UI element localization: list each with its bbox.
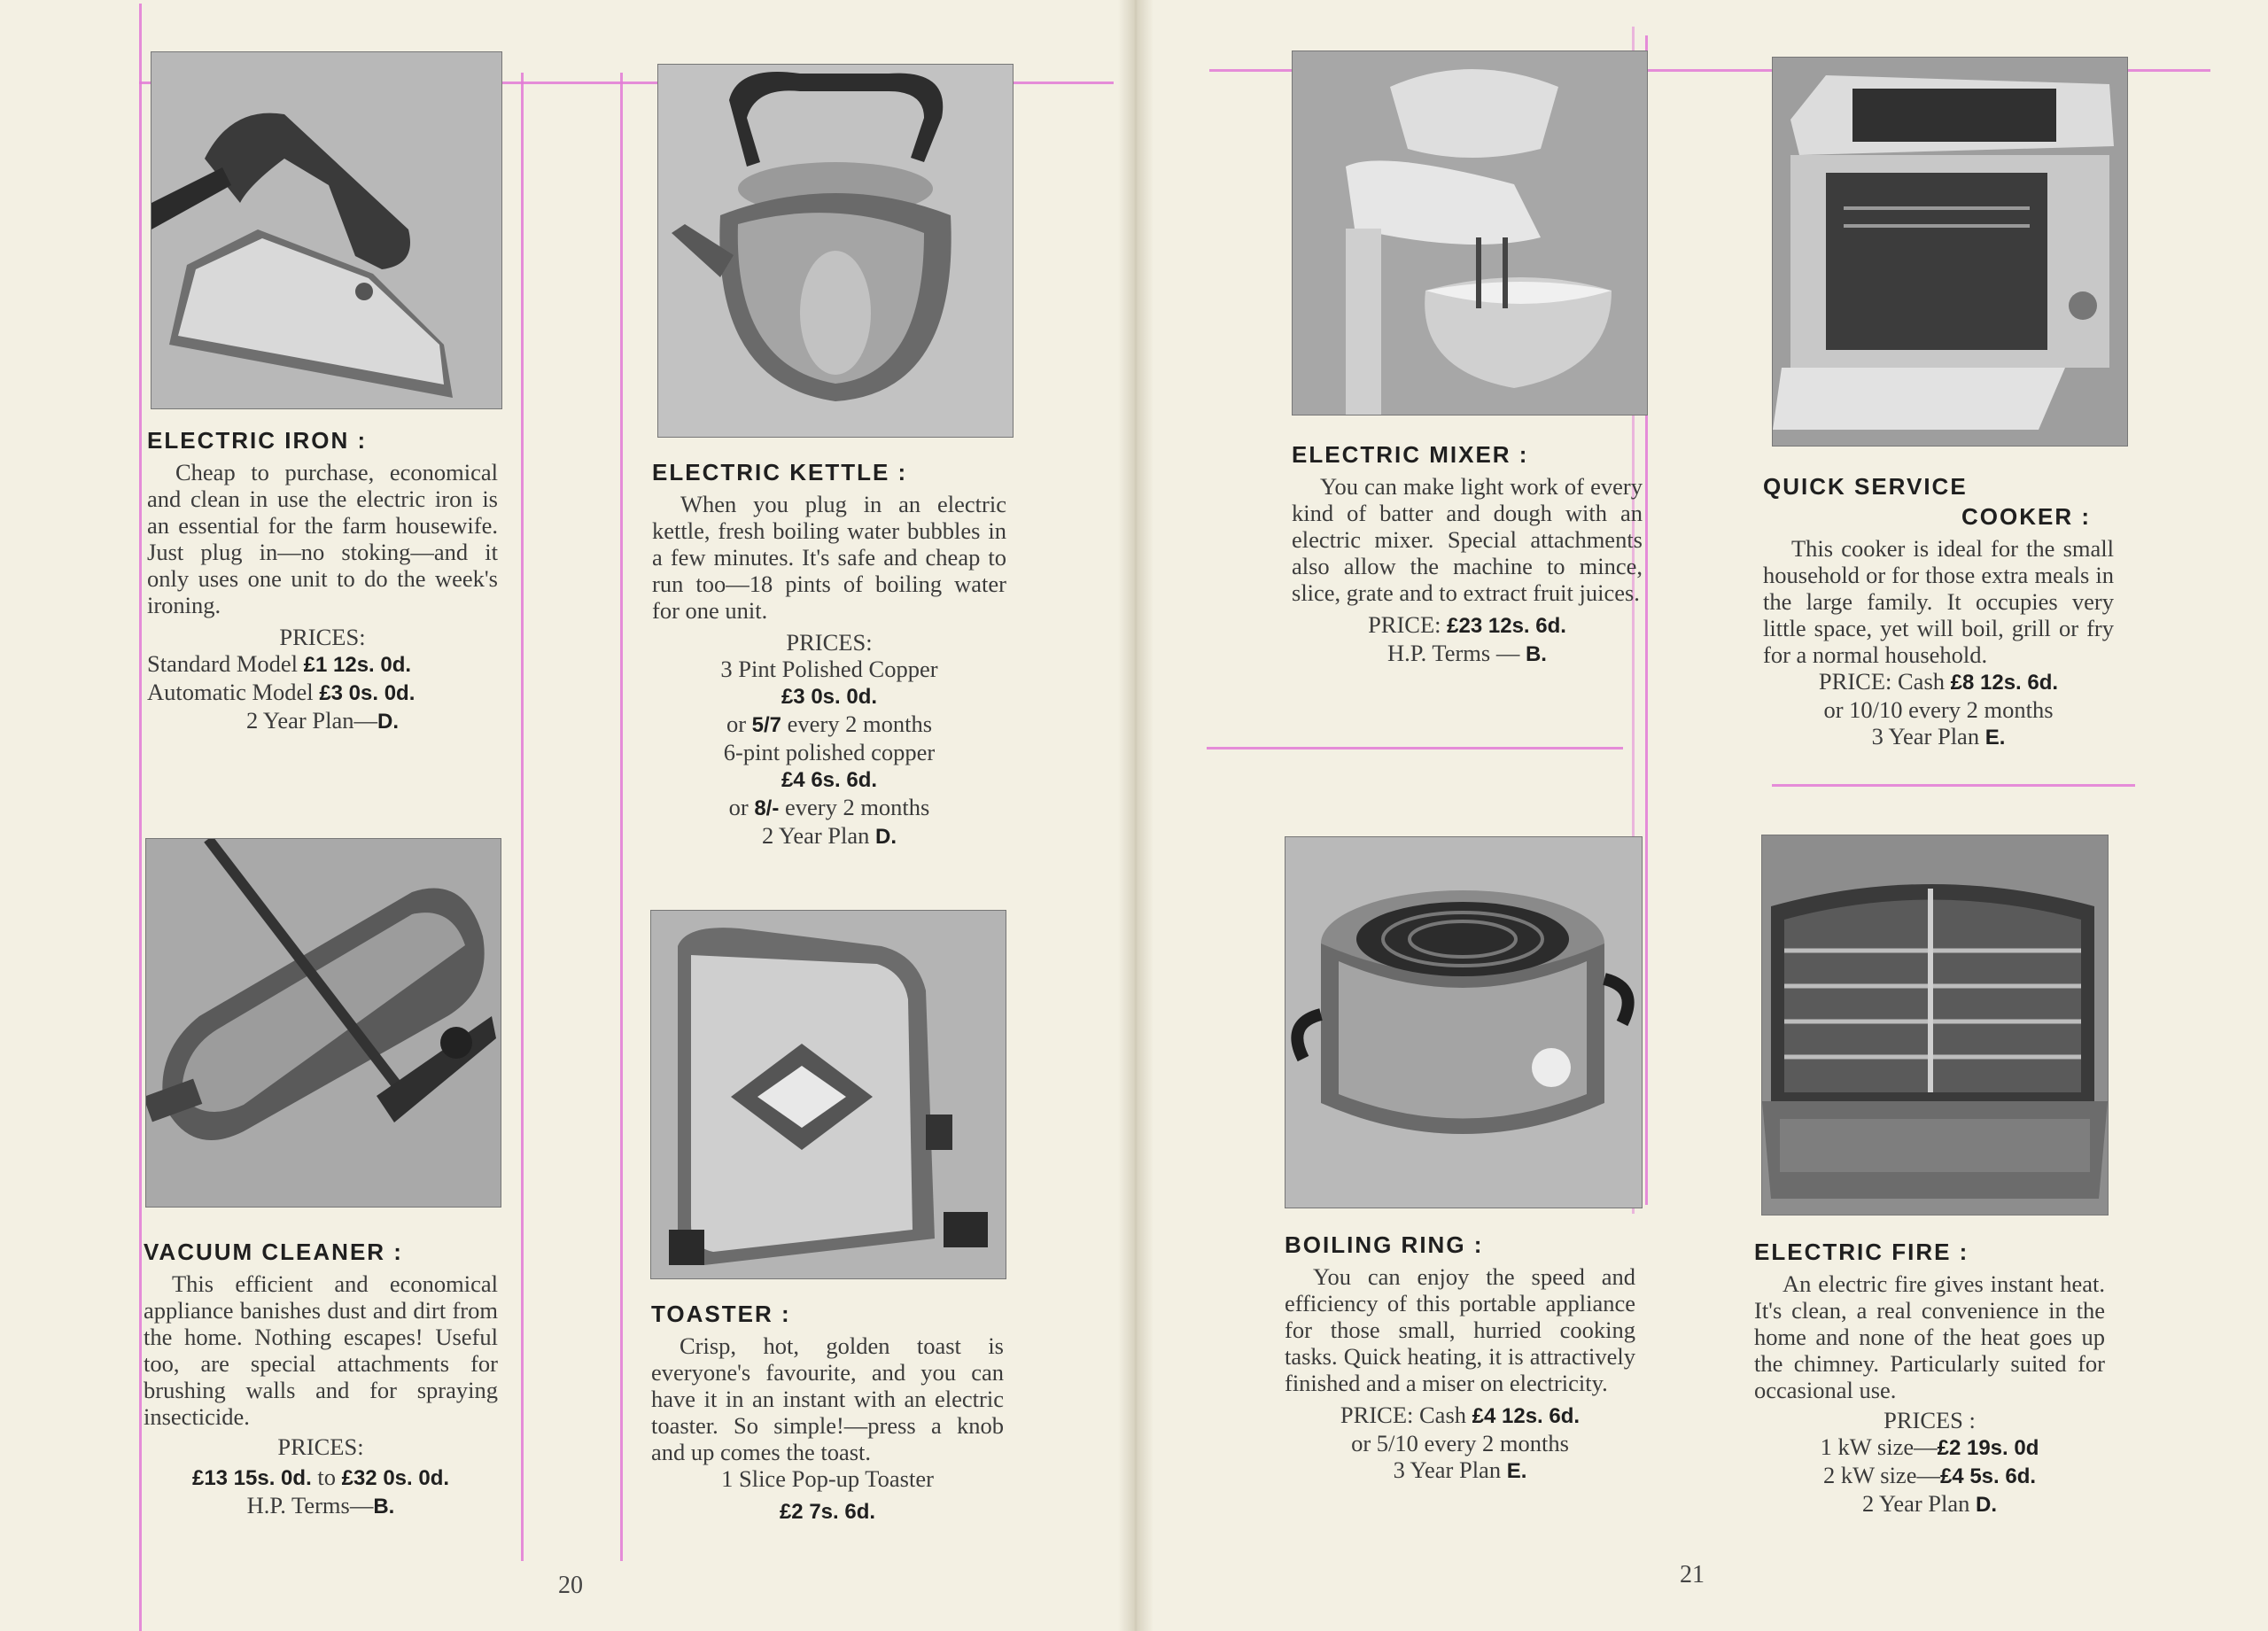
cooker-price: PRICE: Cash £8 12s. 6d. — [1818, 668, 2059, 695]
annotation-line — [1207, 747, 1623, 749]
mixer-title: ELECTRIC MIXER : — [1292, 441, 1529, 468]
vacuum-prices-label: PRICES: — [277, 1433, 364, 1460]
iron-price-line-3: 2 Year Plan—D. — [246, 707, 399, 734]
toaster-model: 1 Slice Pop-up Toaster — [721, 1465, 934, 1492]
kettle-price-line-5: 2 Year Plan D. — [761, 822, 897, 849]
kettle-price-line-1: 3 Pint Polished Copper — [720, 656, 938, 682]
mixer-description: You can make light work of every kind of batter and dough with an electric mixer. Special attachments also allow the machine to mince, slice, grate and to extract fruit juices. — [1292, 473, 1643, 606]
toaster-title: TOASTER : — [651, 1301, 791, 1327]
fire-title: ELECTRIC FIRE : — [1754, 1239, 1969, 1265]
cooker-description: This cooker is ideal for the small household or for those extra meals in the large family. It occupies very little space, yet will boil, grill or fry for a normal household. — [1763, 535, 2114, 668]
iron-description: Cheap to purchase, economical and clean in use the electric iron is an essential for the farm housewife. Just plug in—no stoking—and it only uses one unit to do the week's ironing. — [147, 459, 498, 618]
kettle-price-line-2: or 5/7 every 2 months — [726, 711, 933, 737]
page-number-right: 21 — [1680, 1561, 1705, 1588]
mixer-terms: H.P. Terms — B. — [1387, 640, 1547, 666]
annotation-line — [139, 4, 142, 1631]
kettle-price-line-3: 6-pint polished copper — [723, 739, 936, 765]
fire-description: An electric fire gives instant heat. It's clean, a real convenience in the home and none of the heat goes up the chimney. Particularly suited for occasional use. — [1754, 1270, 2105, 1403]
annotation-line — [521, 73, 524, 1561]
fire-price-line-3: 2 Year Plan D. — [1861, 1490, 1998, 1517]
cooker-title-line-2: COOKER : — [1961, 503, 2091, 530]
cooker-text — [1763, 473, 2114, 751]
annotation-line — [1772, 784, 2135, 787]
electric-mixer-photo — [1292, 50, 1648, 416]
mixer-price: PRICE: £23 12s. 6d. — [1368, 611, 1566, 638]
iron-prices-label: PRICES: — [279, 624, 366, 650]
iron-price-line-1: Standard Model £1 12s. 0d. — [147, 650, 412, 677]
book-gutter — [1118, 0, 1153, 1631]
fire-prices-label: PRICES : — [1884, 1407, 1976, 1433]
vacuum-text — [144, 1239, 498, 1520]
ring-price-line-3: 3 Year Plan E. — [1393, 1456, 1527, 1483]
boiling-ring-photo — [1285, 836, 1643, 1208]
cooker-price-line-3: 3 Year Plan E. — [1871, 723, 2006, 749]
electric-fire-photo — [1761, 835, 2109, 1215]
toaster-text — [651, 1301, 1004, 1526]
vacuum-terms: H.P. Terms—B. — [246, 1492, 395, 1518]
toaster-description: Crisp, hot, golden toast is everyone's favourite, and you can have it in an instant with an electric toaster. So simple!—press a knob and up comes the toast. — [651, 1332, 1004, 1465]
iron-title: ELECTRIC IRON : — [147, 427, 368, 454]
ring-price-line-2: or 5/10 every 2 months — [1351, 1430, 1569, 1456]
mixer-text — [1292, 441, 1643, 668]
iron-text — [147, 427, 498, 735]
vacuum-title: VACUUM CLEANER : — [144, 1239, 403, 1265]
fire-price-line-2: 2 kW size—£4 5s. 6d. — [1822, 1462, 2037, 1488]
cooker-title-line-1: QUICK SERVICE — [1763, 473, 1968, 500]
page-number-left: 20 — [558, 1572, 583, 1599]
vacuum-cleaner-photo — [145, 838, 501, 1208]
ring-description: You can enjoy the speed and efficiency of this portable appliance for those small, hurried cooking tasks. Quick heating, it is attractively finished and a miser on electricity. — [1285, 1263, 1635, 1396]
kettle-price-line-4: or 8/- every 2 months — [728, 794, 930, 820]
ring-text — [1285, 1231, 1635, 1485]
ring-price: PRICE: Cash £4 12s. 6d. — [1340, 1402, 1581, 1428]
kettle-text — [652, 459, 1006, 850]
toaster-price: £2 7s. 6d. — [779, 1500, 876, 1524]
vacuum-description: This efficient and economical appliance banishes dust and dirt from the home. Nothing escapes! Useful too, are special attachments for brushing walls and for spraying insecticide. — [144, 1270, 498, 1430]
iron-price-line-2: Automatic Model £3 0s. 0d. — [147, 679, 416, 705]
vacuum-price-range: £13 15s. 0d. to £32 0s. 0d. — [191, 1464, 450, 1490]
kettle-title: ELECTRIC KETTLE : — [652, 459, 908, 485]
ring-title: BOILING RING : — [1285, 1231, 1484, 1258]
kettle-price-1: £3 0s. 0d. — [781, 685, 878, 709]
electric-kettle-photo — [657, 64, 1014, 438]
toaster-photo — [650, 910, 1006, 1279]
fire-price-line-1: 1 kW size—£2 19s. 0d — [1820, 1433, 2039, 1460]
kettle-description: When you plug in an electric kettle, fresh boiling water bubbles in a few minutes. It's safe and cheap to run too—18 pints of boiling water for one unit. — [652, 491, 1006, 624]
fire-text — [1754, 1239, 2105, 1518]
kettle-price-2: £4 6s. 6d. — [781, 768, 878, 792]
cooker-photo — [1772, 57, 2128, 447]
kettle-prices-label: PRICES: — [786, 629, 873, 656]
electric-iron-photo — [151, 51, 502, 409]
cooker-price-line-2: or 10/10 every 2 months — [1823, 696, 2054, 723]
annotation-line — [620, 73, 623, 1561]
